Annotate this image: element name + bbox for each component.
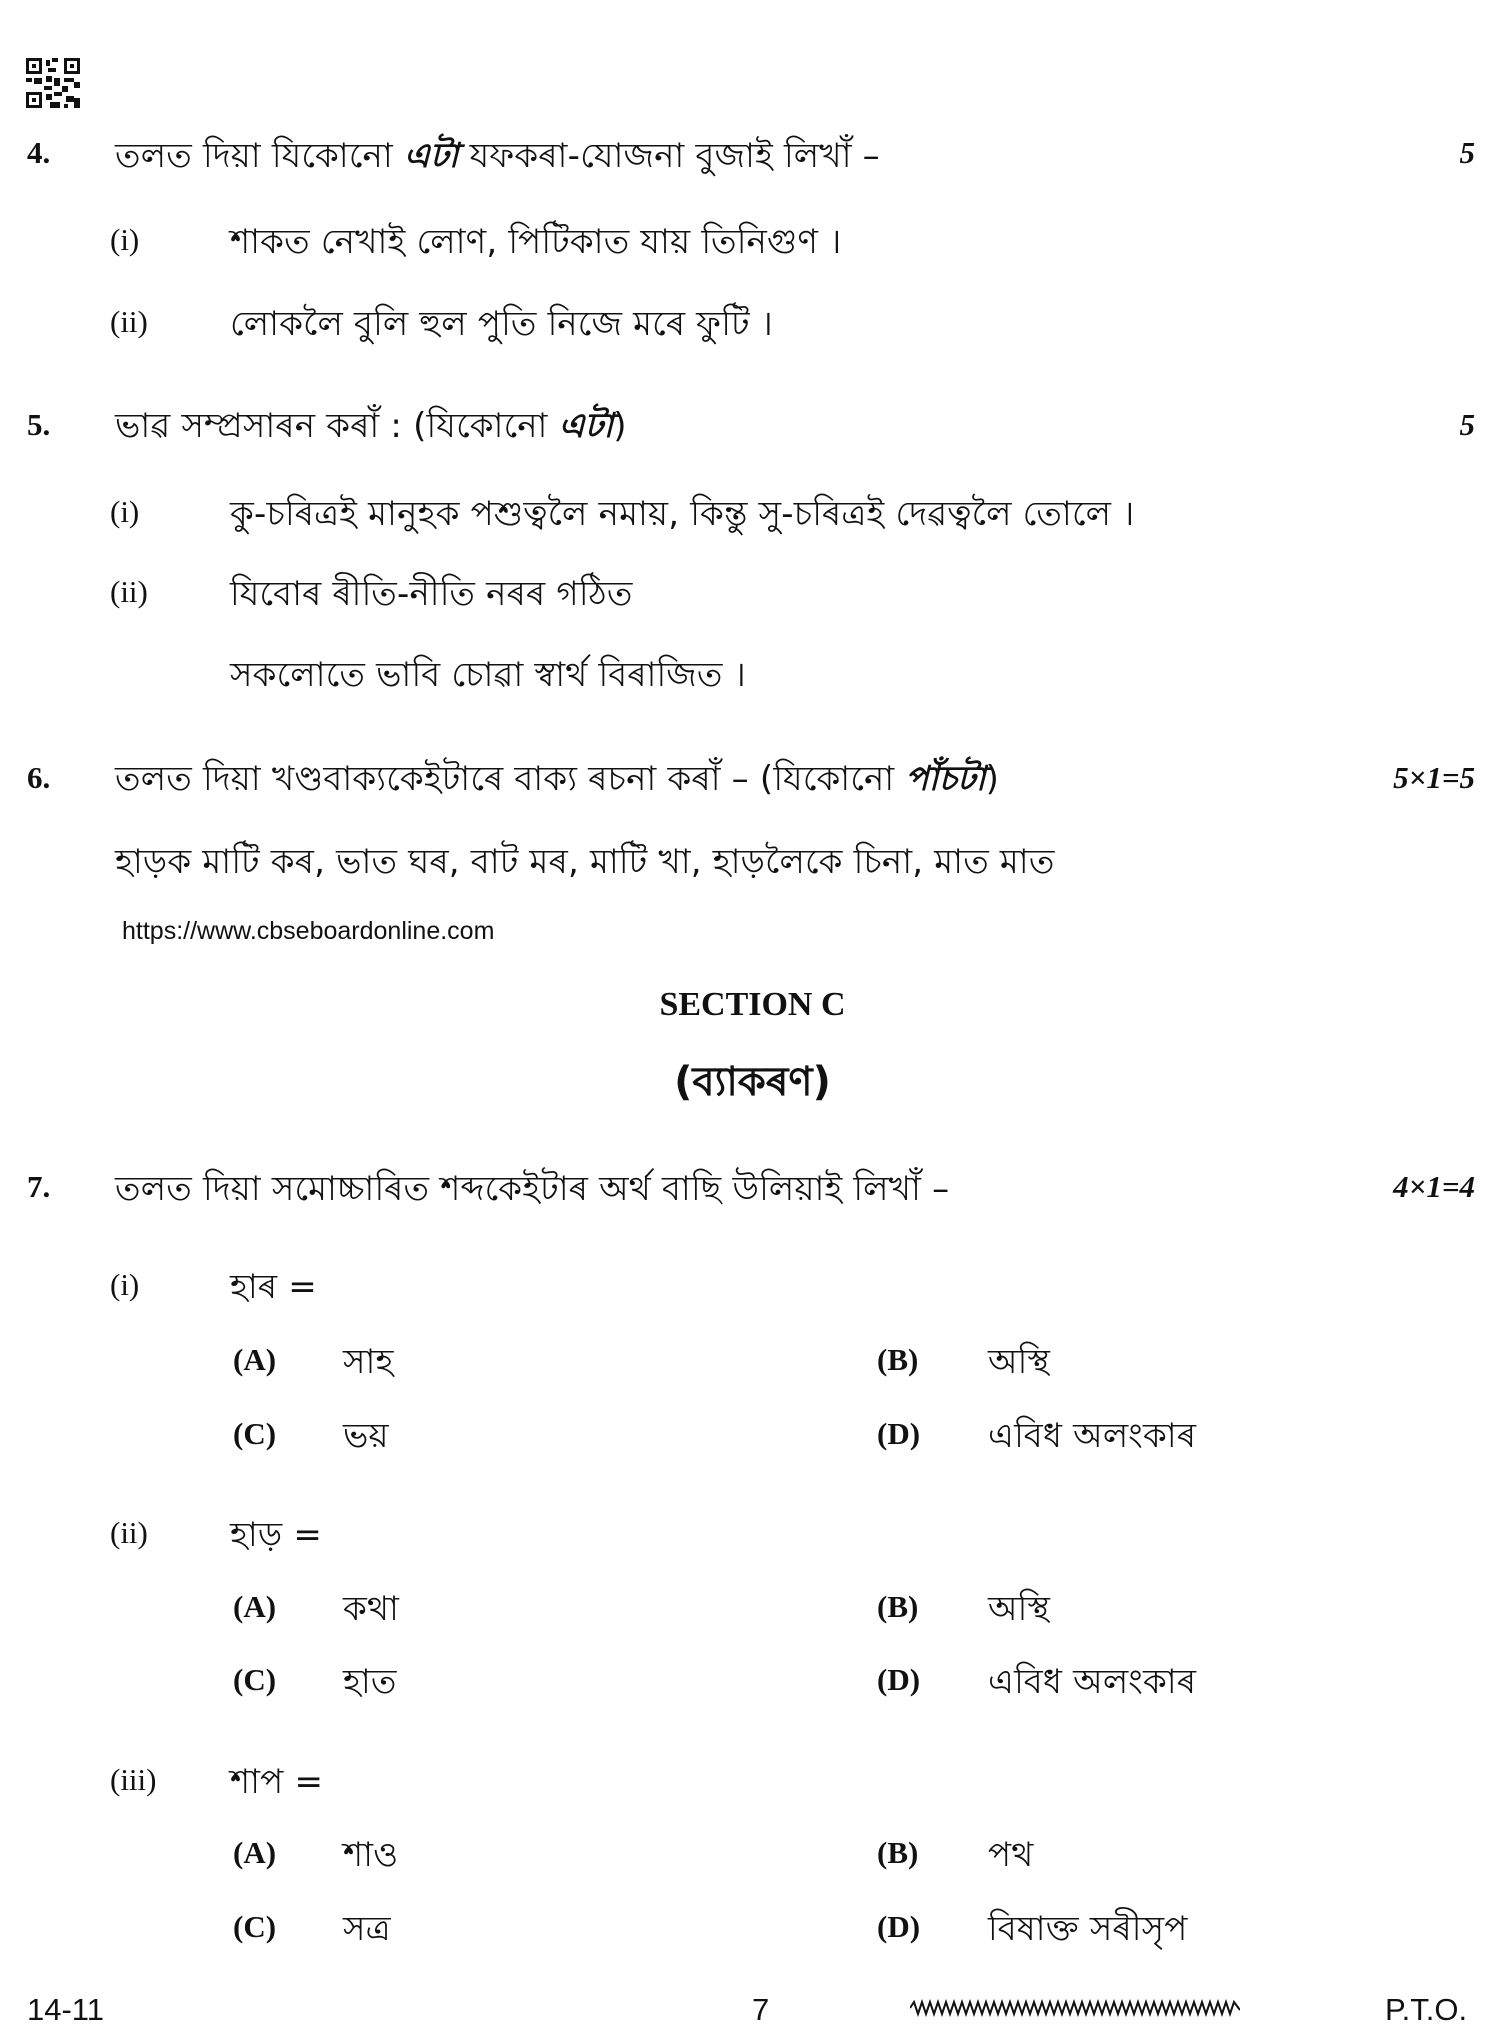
option-key: (B) <box>877 1835 919 1870</box>
section-subtitle: (ব্যাকৰণ) <box>674 1059 831 1105</box>
option-text: পথ <box>988 1835 1034 1875</box>
question-4-marks: 5 <box>1459 135 1475 170</box>
question-5-item-text: যিবোৰ ৰীতি-নীতি নৰৰ গঠিত <box>230 574 633 614</box>
option-key: (C) <box>233 1416 277 1451</box>
option-text: অস্থি <box>988 1342 1051 1382</box>
option-text: বিষাক্ত সৰীসৃপ <box>988 1909 1188 1949</box>
option-text: সত্ৰ <box>343 1909 391 1949</box>
option-text: ভয় <box>343 1416 389 1456</box>
option-key: (D) <box>877 1909 921 1944</box>
question-4-item-label: (ii) <box>110 304 148 339</box>
subquestion-word: হাৰ = <box>230 1267 317 1307</box>
option-key: (A) <box>233 1835 277 1870</box>
question-4-item-label: (i) <box>110 222 140 257</box>
question-4-text: তলত দিয়া যিকোনো এটা যফকৰা-যোজনা বুজাই লিখাঁ – <box>115 136 880 176</box>
option-key: (B) <box>877 1589 919 1624</box>
emphasis-word: এটা <box>403 136 459 176</box>
question-4-item-text: শাকত নেখাই লোণ, পিটিকাত যায় তিনিগুণ । <box>230 222 842 262</box>
question-5-item-text: কু-চৰিত্ৰই মানুহক পশুত্বলৈ নমায়, কিন্তু সু-চৰিত্ৰই দেৱত্বলৈ তোলে । <box>230 494 1135 534</box>
option-key: (C) <box>233 1662 277 1697</box>
question-5-item-label: (i) <box>110 494 140 529</box>
question-5-number: 5. <box>27 407 51 442</box>
option-key: (A) <box>233 1589 277 1624</box>
subquestion-word: হাড় = <box>230 1515 323 1555</box>
option-text: অস্থি <box>988 1589 1051 1629</box>
subquestion-word: শাপ = <box>230 1762 324 1802</box>
option-text: শাও <box>343 1835 399 1875</box>
section-title: SECTION C <box>659 986 846 1023</box>
question-7-number: 7. <box>27 1169 51 1204</box>
qr-code-icon <box>26 58 80 108</box>
subquestion-label: (i) <box>110 1267 140 1302</box>
option-key: (D) <box>877 1416 921 1451</box>
option-text: সাহ <box>343 1342 394 1382</box>
question-4-item-text: লোকলৈ বুলি হুল পুতি নিজে মৰে ফুটি । <box>230 304 774 344</box>
option-text: হাত <box>343 1662 397 1702</box>
question-6-number: 6. <box>27 760 51 795</box>
option-key: (D) <box>877 1662 921 1697</box>
question-6-phrases: হাড়ক মাটি কৰ, ভাত ঘৰ, বাট মৰ, মাটি খা, হাড়লৈকে চিনা, মাত মাত <box>115 842 1055 882</box>
option-key: (C) <box>233 1909 277 1944</box>
option-text: এবিধ অলংকাৰ <box>988 1662 1197 1702</box>
option-key: (A) <box>233 1342 277 1377</box>
footer-page-number: 7 <box>752 1992 770 2027</box>
option-key: (B) <box>877 1342 919 1377</box>
question-6-text: তলত দিয়া খণ্ডবাক্যকেইটাৰে বাক্য ৰচনা কৰাঁ – (যিকোনো পাঁচটা) <box>115 759 1000 799</box>
wavy-line-decoration <box>910 1998 1240 2018</box>
question-7-text: তলত দিয়া সমোচ্চাৰিত শব্দকেইটাৰ অৰ্থ বাছি উলিয়াই লিখাঁ – <box>115 1169 950 1209</box>
emphasis-word: এটা <box>558 406 614 446</box>
question-5-item-continuation: সকলোতে ভাবি চোৱা স্বাৰ্থ বিৰাজিত । <box>230 655 746 695</box>
emphasis-word: পাঁচটা <box>905 759 986 799</box>
question-4-number: 4. <box>27 135 51 170</box>
subquestion-label: (iii) <box>110 1762 157 1797</box>
footer-code: 14-11 <box>27 1992 104 2027</box>
option-text: কথা <box>343 1589 400 1629</box>
question-5-marks: 5 <box>1459 407 1475 442</box>
question-5-item-label: (ii) <box>110 574 148 609</box>
option-text: এবিধ অলংকাৰ <box>988 1416 1197 1456</box>
question-5-text: ভাৱ সম্প্ৰসাৰন কৰাঁ : (যিকোনো এটা) <box>115 406 627 446</box>
subquestion-label: (ii) <box>110 1515 148 1550</box>
question-6-marks: 5×1=5 <box>1393 760 1475 795</box>
question-7-marks: 4×1=4 <box>1393 1169 1475 1204</box>
footer-pto: P.T.O. <box>1385 1992 1468 2027</box>
watermark-url[interactable]: https://www.cbseboardonline.com <box>122 917 495 945</box>
